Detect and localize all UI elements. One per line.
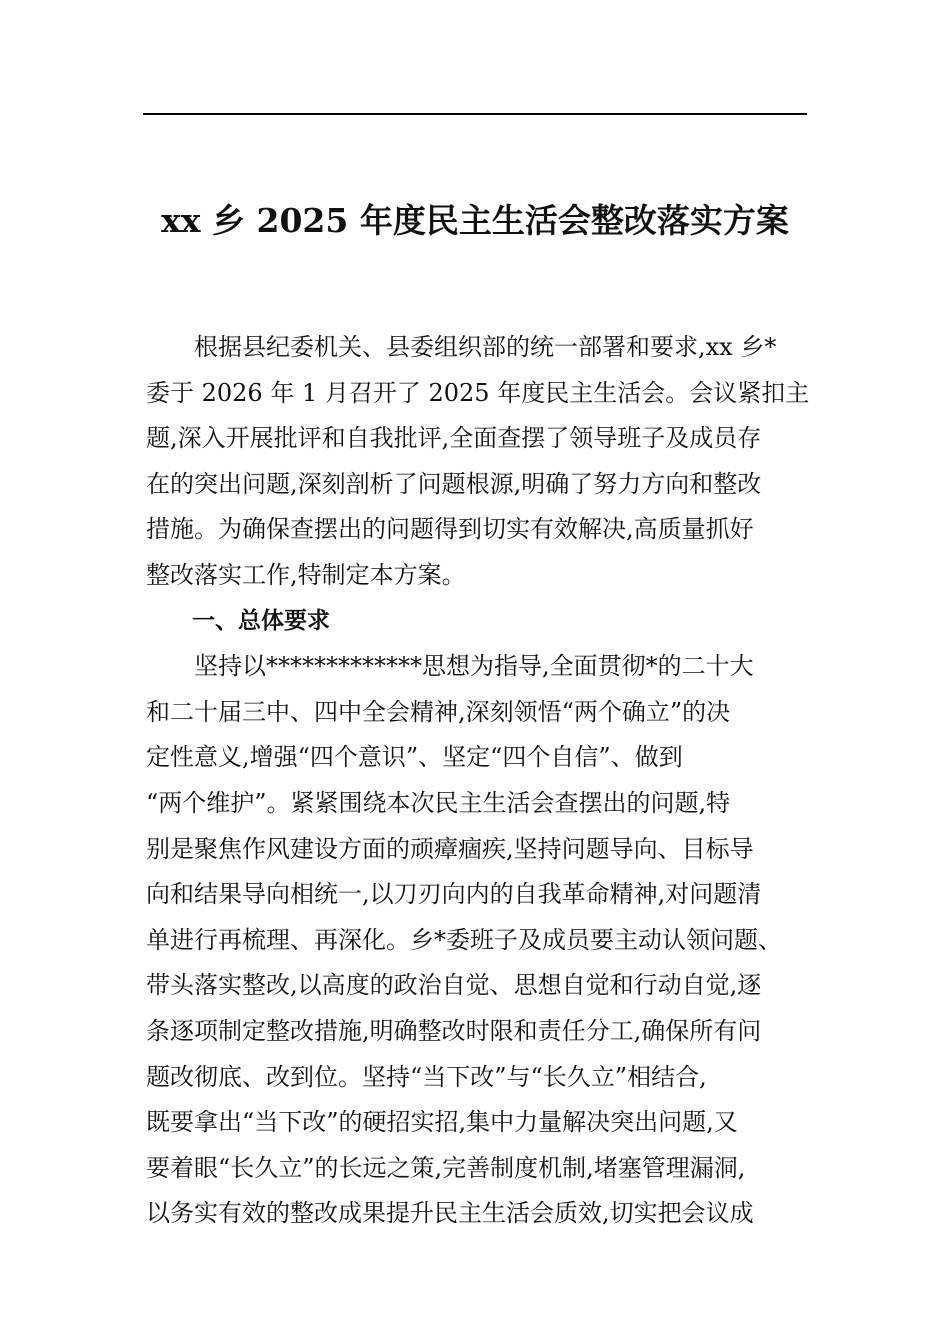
text-line: 带头落实整改,以高度的政治自觉、思想自觉和行动自觉,逐	[146, 971, 762, 1000]
text-line: 条逐项制定整改措施,明确整改时限和责任分工,确保所有问	[146, 1016, 762, 1045]
header-rule	[143, 113, 807, 115]
heading-line: 一、总体要求	[146, 607, 330, 634]
paragraph	[146, 325, 810, 599]
document-body	[146, 325, 810, 1237]
text-line: 坚持以*************思想为指导,全面贯彻*的二十大	[146, 652, 754, 681]
text-line: 以务实有效的整改成果提升民主生活会质效,切实把会议成	[146, 1199, 754, 1228]
text-line: 要着眼“长久立”的长远之策,完善制度机制,堵塞管理漏洞,	[146, 1153, 746, 1182]
text-line: 和二十届三中、四中全会精神,深刻领悟“两个确立”的决	[146, 697, 731, 726]
text-line: 向和结果导向相统一,以刀刃向内的自我革命精神,对问题清	[146, 880, 762, 909]
text-line: 根据县纪委机关、县委组织部的统一部署和要求,xx 乡*	[146, 333, 777, 361]
text-line: 定性意义,增强“四个意识”、坚定“四个自信”、做到	[146, 743, 683, 772]
text-line: 单进行再梳理、再深化。乡*委班子及成员要主动认领问题、	[146, 925, 782, 954]
text-line: 在的突出问题,深刻剖析了问题根源,明确了努力方向和整改	[146, 469, 762, 498]
paragraph	[146, 644, 810, 1237]
text-line: 别是聚焦作风建设方面的顽瘴痼疾,坚持问题导向、目标导	[146, 834, 754, 863]
text-line: 措施。为确保查摆出的问题得到切实有效解决,高质量抓好	[146, 515, 754, 544]
document-title: xx 乡 2025 年度民主生活会整改落实方案	[161, 201, 789, 240]
text-line: 委于 2026 年 1 月召开了 2025 年度民主生活会。会议紧扣主	[146, 378, 810, 407]
text-line: 整改落实工作,特制定本方案。	[146, 560, 466, 589]
text-line: “两个维护”。紧紧围绕本次民主生活会查摆出的问题,特	[146, 788, 731, 817]
text-line: 题,深入开展批评和自我批评,全面查摆了领导班子及成员存	[146, 424, 762, 453]
section-heading	[146, 599, 810, 645]
text-line: 题改彻底、改到位。坚持“当下改”与“长久立”相结合,	[146, 1062, 707, 1091]
text-line: 既要拿出“当下改”的硬招实招,集中力量解决突出问题,又	[146, 1108, 738, 1137]
